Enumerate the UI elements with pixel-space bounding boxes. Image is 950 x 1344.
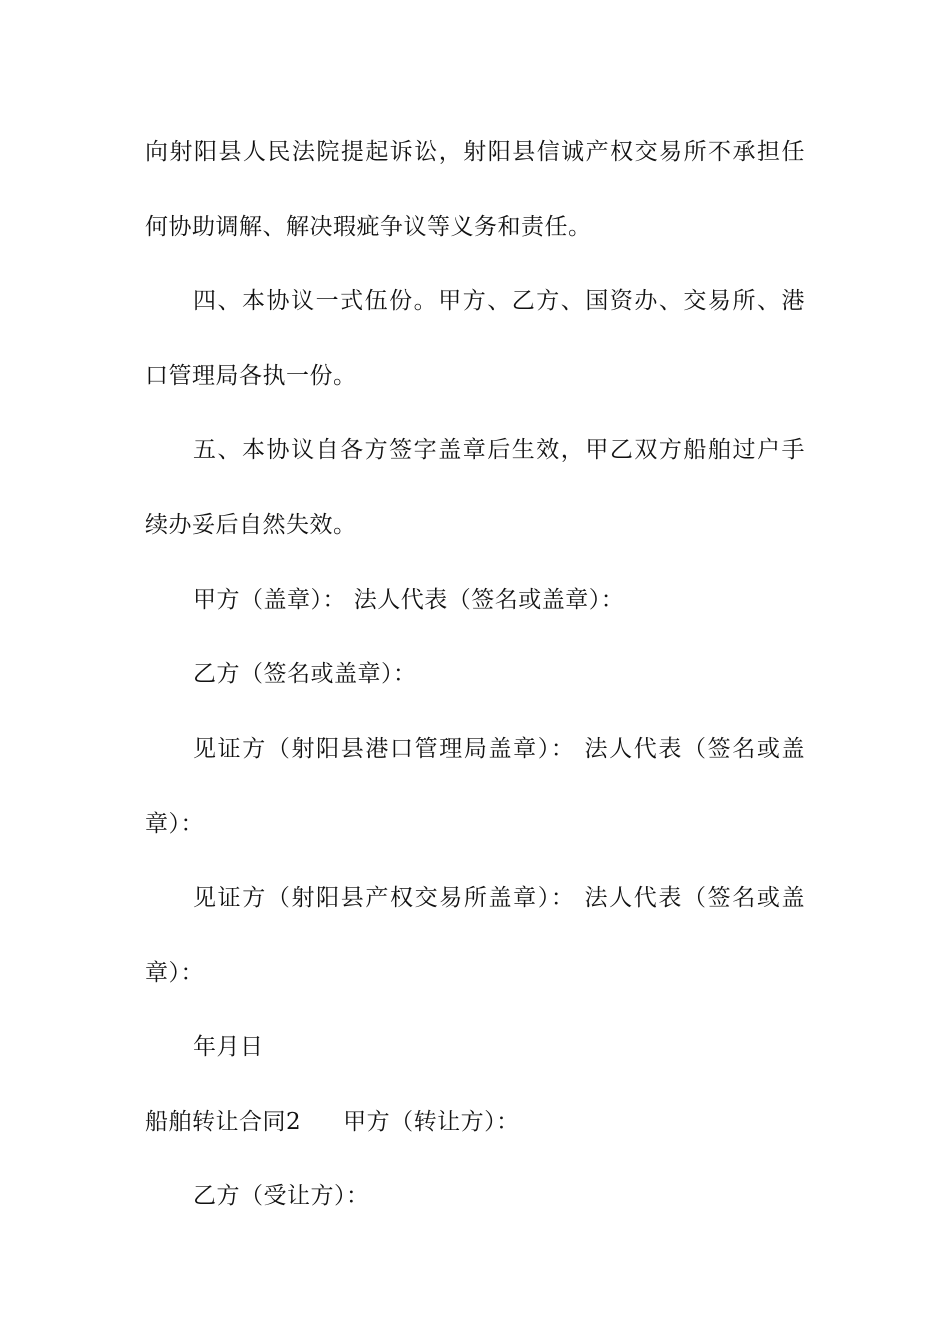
signature-witness-exchange: 见证方（射阳县产权交易所盖章）： 法人代表（签名或盖 (193, 885, 805, 911)
clause-four-line: 口管理局各执一份。 (145, 363, 357, 389)
clause-five-line: 五、本协议自各方签字盖章后生效，甲乙双方船舶过户手 (193, 437, 805, 463)
clause-four-line: 四、本协议一式伍份。甲方、乙方、国资办、交易所、港 (193, 288, 805, 314)
contract-2-party-b: 乙方（受让方）： (193, 1183, 370, 1209)
clause-five-line: 续办妥后自然失效。 (145, 512, 357, 538)
signature-party-b: 乙方（签名或盖章）： (193, 661, 417, 687)
signature-witness-port: 见证方（射阳县港口管理局盖章）： 法人代表（签名或盖 (193, 736, 805, 762)
paragraph-line: 何协助调解、解决瑕疵争议等义务和责任。 (145, 214, 592, 240)
contract-2-party-a: 甲方（转让方）： (343, 1109, 520, 1135)
signature-witness-exchange: 章）： (145, 960, 204, 986)
signature-witness-port: 章）： (145, 811, 204, 837)
contract-2-header (145, 1107, 815, 1137)
contract-2-title: 船舶转让合同2 (145, 1109, 302, 1135)
paragraph-line: 向射阳县人民法院提起诉讼，射阳县信诚产权交易所不承担任 (145, 139, 805, 165)
signature-party-a: 甲方（盖章）： 法人代表（签名或盖章）： (193, 587, 625, 613)
date-line: 年月日 (193, 1034, 264, 1060)
